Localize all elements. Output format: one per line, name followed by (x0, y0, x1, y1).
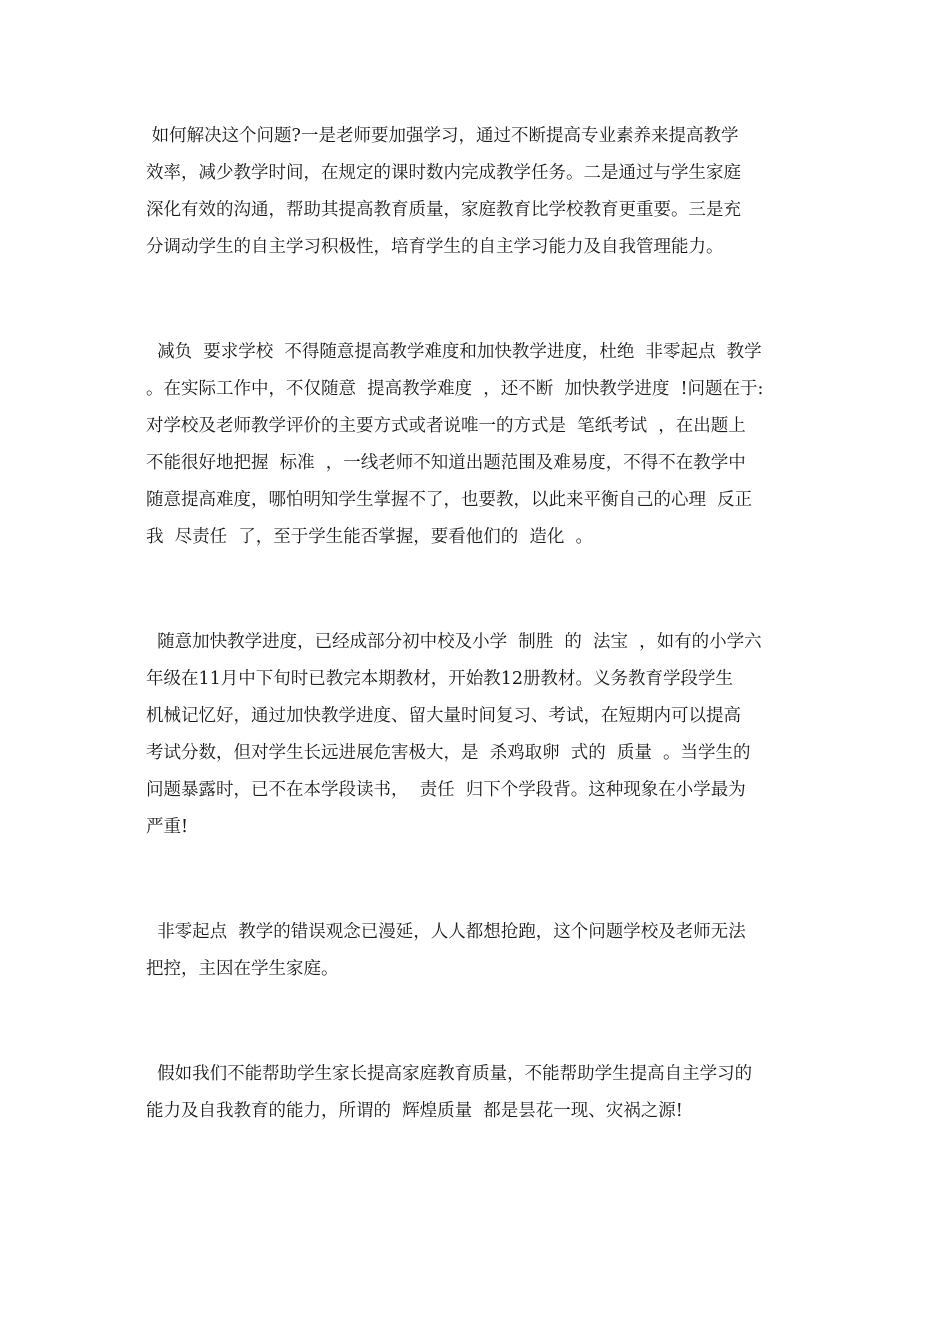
text-line: 减负 要求学校 不得随意提高教学难度和加快教学进度，杜绝 非零起点 教学 (146, 342, 762, 362)
text-line: 效率，减少教学时间，在规定的课时数内完成教学任务。二是通过与学生家庭 (146, 163, 741, 183)
text-line: 考试分数，但对学生长远进展危害极大，是 杀鸡取卵 式的 质量 。当学生的 (146, 743, 751, 763)
text-line: 随意加快教学进度，已经成部分初中校及小学 制胜 的 法宝 ，如有的小学六 (146, 632, 762, 652)
text-line: 能力及自我教育的能力，所谓的 辉煌质量 都是昙花一现、灾祸之源! (146, 1101, 683, 1121)
text-line: 分调动学生的自主学习积极性，培育学生的自主学习能力及自我管理能力。 (146, 237, 724, 257)
text-line: 深化有效的沟通，帮助其提高教育质量，家庭教育比学校教育更重要。三是充 (146, 200, 741, 220)
text-line: 把控，主因在学生家庭。 (146, 959, 339, 979)
text-line: 如何解决这个问题?一是老师要加强学习，通过不断提高专业素养来提高教学 (146, 126, 739, 146)
paragraph-2 (146, 334, 816, 556)
text-line: 随意提高难度，哪怕明知学生掌握不了，也要教，以此来平衡自己的心理 反正 (146, 490, 753, 510)
paragraph-3 (146, 624, 816, 846)
paragraph-4 (146, 914, 816, 988)
paragraph-5 (146, 1056, 816, 1130)
text-line: 年级在11月中下旬时已教完本期教材，开始教12册教材。义务教育学段学生 (146, 669, 734, 689)
text-line: 非零起点 教学的错误观念已漫延，人人都想抢跑，这个问题学校及老师无法 (146, 922, 746, 942)
text-line: 机械记忆好，通过加快教学进度、留大量时间复习、考试，在短期内可以提高 (146, 706, 741, 726)
text-line: 对学校及老师教学评价的主要方式或者说唯一的方式是 笔纸考试 ，在出题上 (146, 416, 746, 436)
paragraph-1 (146, 118, 816, 266)
text-line: 我 尽责任 了，至于学生能否掌握，要看他们的 造化 。 (146, 527, 594, 547)
text-line: 。在实际工作中，不仅随意 提高教学难度 ，还不断 加快教学进度 !问题在于: (146, 379, 764, 399)
text-line: 问题暴露时，已不在本学段读书， 责任 归下个学段背。这种现象在小学最为 (146, 780, 746, 800)
text-line: 严重! (146, 817, 189, 837)
text-line: 不能很好地把握 标准 ，一线老师不知道出题范围及难易度，不得不在教学中 (146, 453, 746, 473)
text-line: 假如我们不能帮助学生家长提高家庭教育质量，不能帮助学生提高自主学习的 (146, 1064, 753, 1084)
